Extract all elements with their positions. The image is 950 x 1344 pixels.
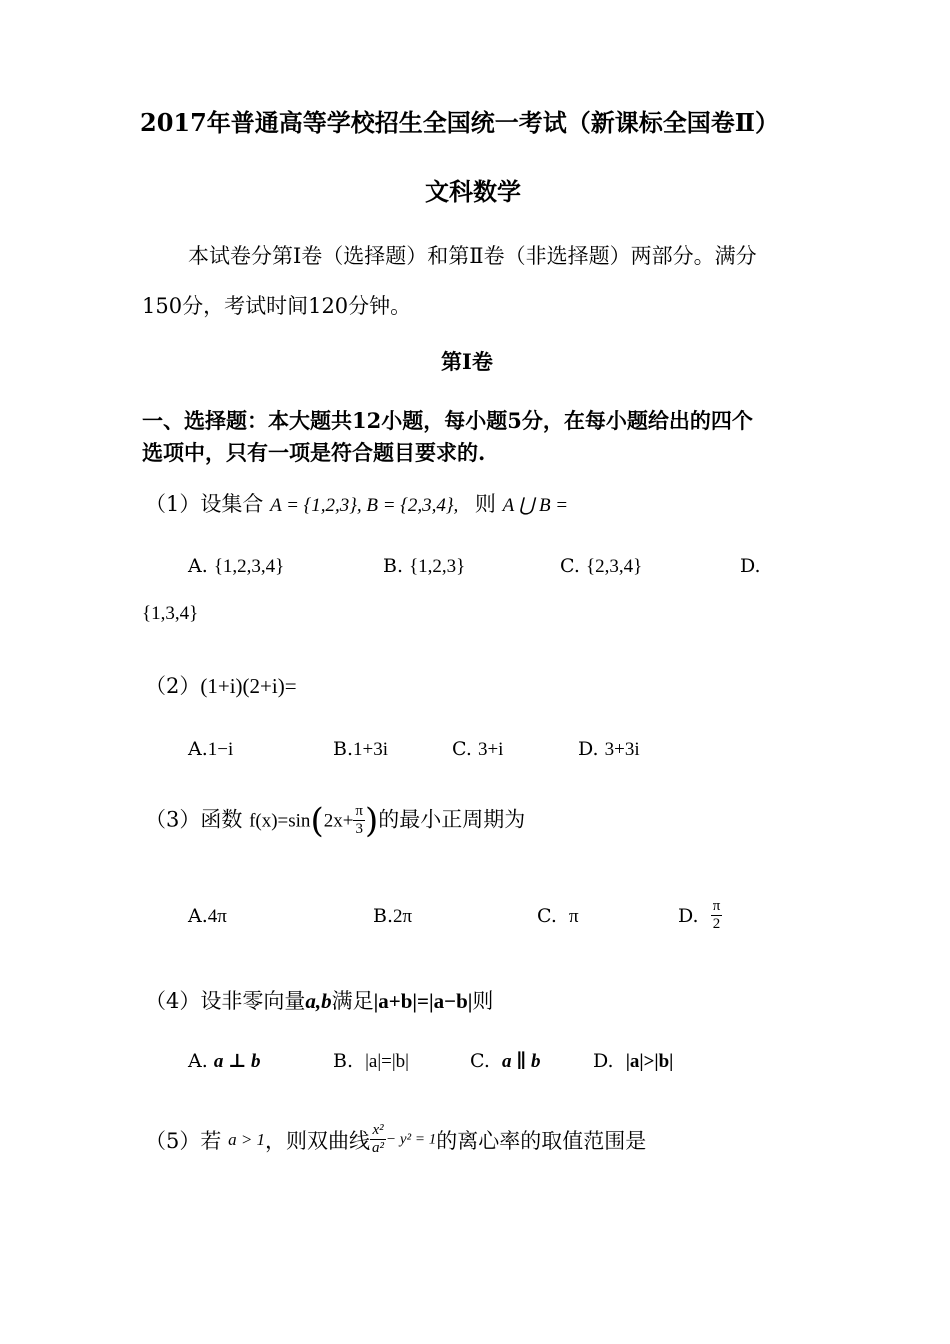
question-5 <box>145 1122 646 1158</box>
fraction: $\frac{\text{x²}}{\text{a²}}$ <box>372 1122 385 1157</box>
left-paren-icon: ( <box>310 800 324 841</box>
intro-line-2: 150分，考试时间120分钟。 <box>142 294 412 318</box>
question-tail: 的最小正周期为 <box>378 807 526 832</box>
question-2 <box>145 670 297 700</box>
q2-option-b: B.1+3i <box>333 738 389 760</box>
question-3 <box>145 800 526 841</box>
question-condition: a > 1 <box>228 1129 266 1149</box>
question-tail: 的离心率的取值范围是 <box>436 1128 647 1153</box>
q1-option-d-label: D. <box>740 555 761 577</box>
question-stem: 设非零向量 <box>200 989 306 1013</box>
q1-option-d-value: {1,3,4} <box>142 603 199 624</box>
fraction: $\frac{\pi}{3}$ <box>355 803 363 838</box>
question-condition: |a+b|=|a−b| <box>373 989 473 1013</box>
question-4 <box>145 985 493 1015</box>
fraction: $\frac{\pi}{2}$ <box>712 898 721 933</box>
intro-line-1: 本试卷分第Ⅰ卷（选择题）和第Ⅱ卷（非选择题）两部分。满分 <box>188 244 757 268</box>
page-title: 2017年普通高等学校招生全国统一考试（新课标全国卷Ⅱ） <box>140 108 780 137</box>
question-number: （5） <box>145 1128 201 1153</box>
q2-option-c: C. 3+i <box>452 738 504 760</box>
question-number: （1） <box>145 492 201 516</box>
q2-option-a: A.1−i <box>188 738 234 760</box>
question-1 <box>145 488 568 518</box>
question-expr: − y² = 1 <box>386 1131 437 1148</box>
question-vectors: a,b <box>305 989 332 1013</box>
section-instructions-line-2: 选项中，只有一项是符合题目要求的. <box>142 440 486 465</box>
q3-option-b: B.2π <box>373 905 413 927</box>
q4-option-a: A. a ⊥ b <box>188 1050 261 1072</box>
right-paren-icon: ) <box>365 800 379 841</box>
question-math: A = {1,2,3}, B = {2,3,4}, <box>270 495 459 516</box>
question-expr: (1+i)(2+i)= <box>200 674 297 698</box>
q1-option-c: C. {2,3,4} <box>560 555 643 577</box>
question-tail: 则 <box>472 989 494 1013</box>
question-func: f(x)=sin <box>249 810 311 832</box>
q3-option-d: D. $\frac{\pi}{2}$ <box>678 898 721 933</box>
q4-option-c: C. a ∥ b <box>470 1050 541 1072</box>
q2-option-d: D. 3+3i <box>578 738 640 760</box>
question-number: （4） <box>145 989 201 1013</box>
q4-option-d: D. |a|>|b| <box>593 1050 674 1072</box>
question-stem: 若 <box>200 1128 222 1153</box>
question-mid: 满足 <box>331 989 374 1013</box>
question-number: （3） <box>145 807 201 832</box>
question-stem: 设集合 <box>200 492 264 516</box>
q3-option-c: C. π <box>537 905 579 927</box>
question-expr: A ⋃ B = <box>502 495 569 516</box>
question-stem: 函数 <box>200 807 243 832</box>
q4-option-b: B. |a|=|b| <box>333 1050 409 1072</box>
question-tail: 则 <box>474 492 496 516</box>
q1-option-b: B. {1,2,3} <box>383 555 466 577</box>
part-heading: 第Ⅰ卷 <box>441 349 493 374</box>
q1-option-a: A. {1,2,3,4} <box>188 555 285 577</box>
question-mid: ，则双曲线 <box>265 1128 371 1153</box>
question-arg: 2x+ <box>323 810 354 832</box>
section-instructions-line-1: 一、选择题：本大题共12小题，每小题5分，在每小题给出的四个 <box>142 408 753 433</box>
q3-option-a: A.4π <box>188 905 227 927</box>
question-number: （2） <box>145 674 201 698</box>
page-subtitle: 文科数学 <box>425 177 521 206</box>
